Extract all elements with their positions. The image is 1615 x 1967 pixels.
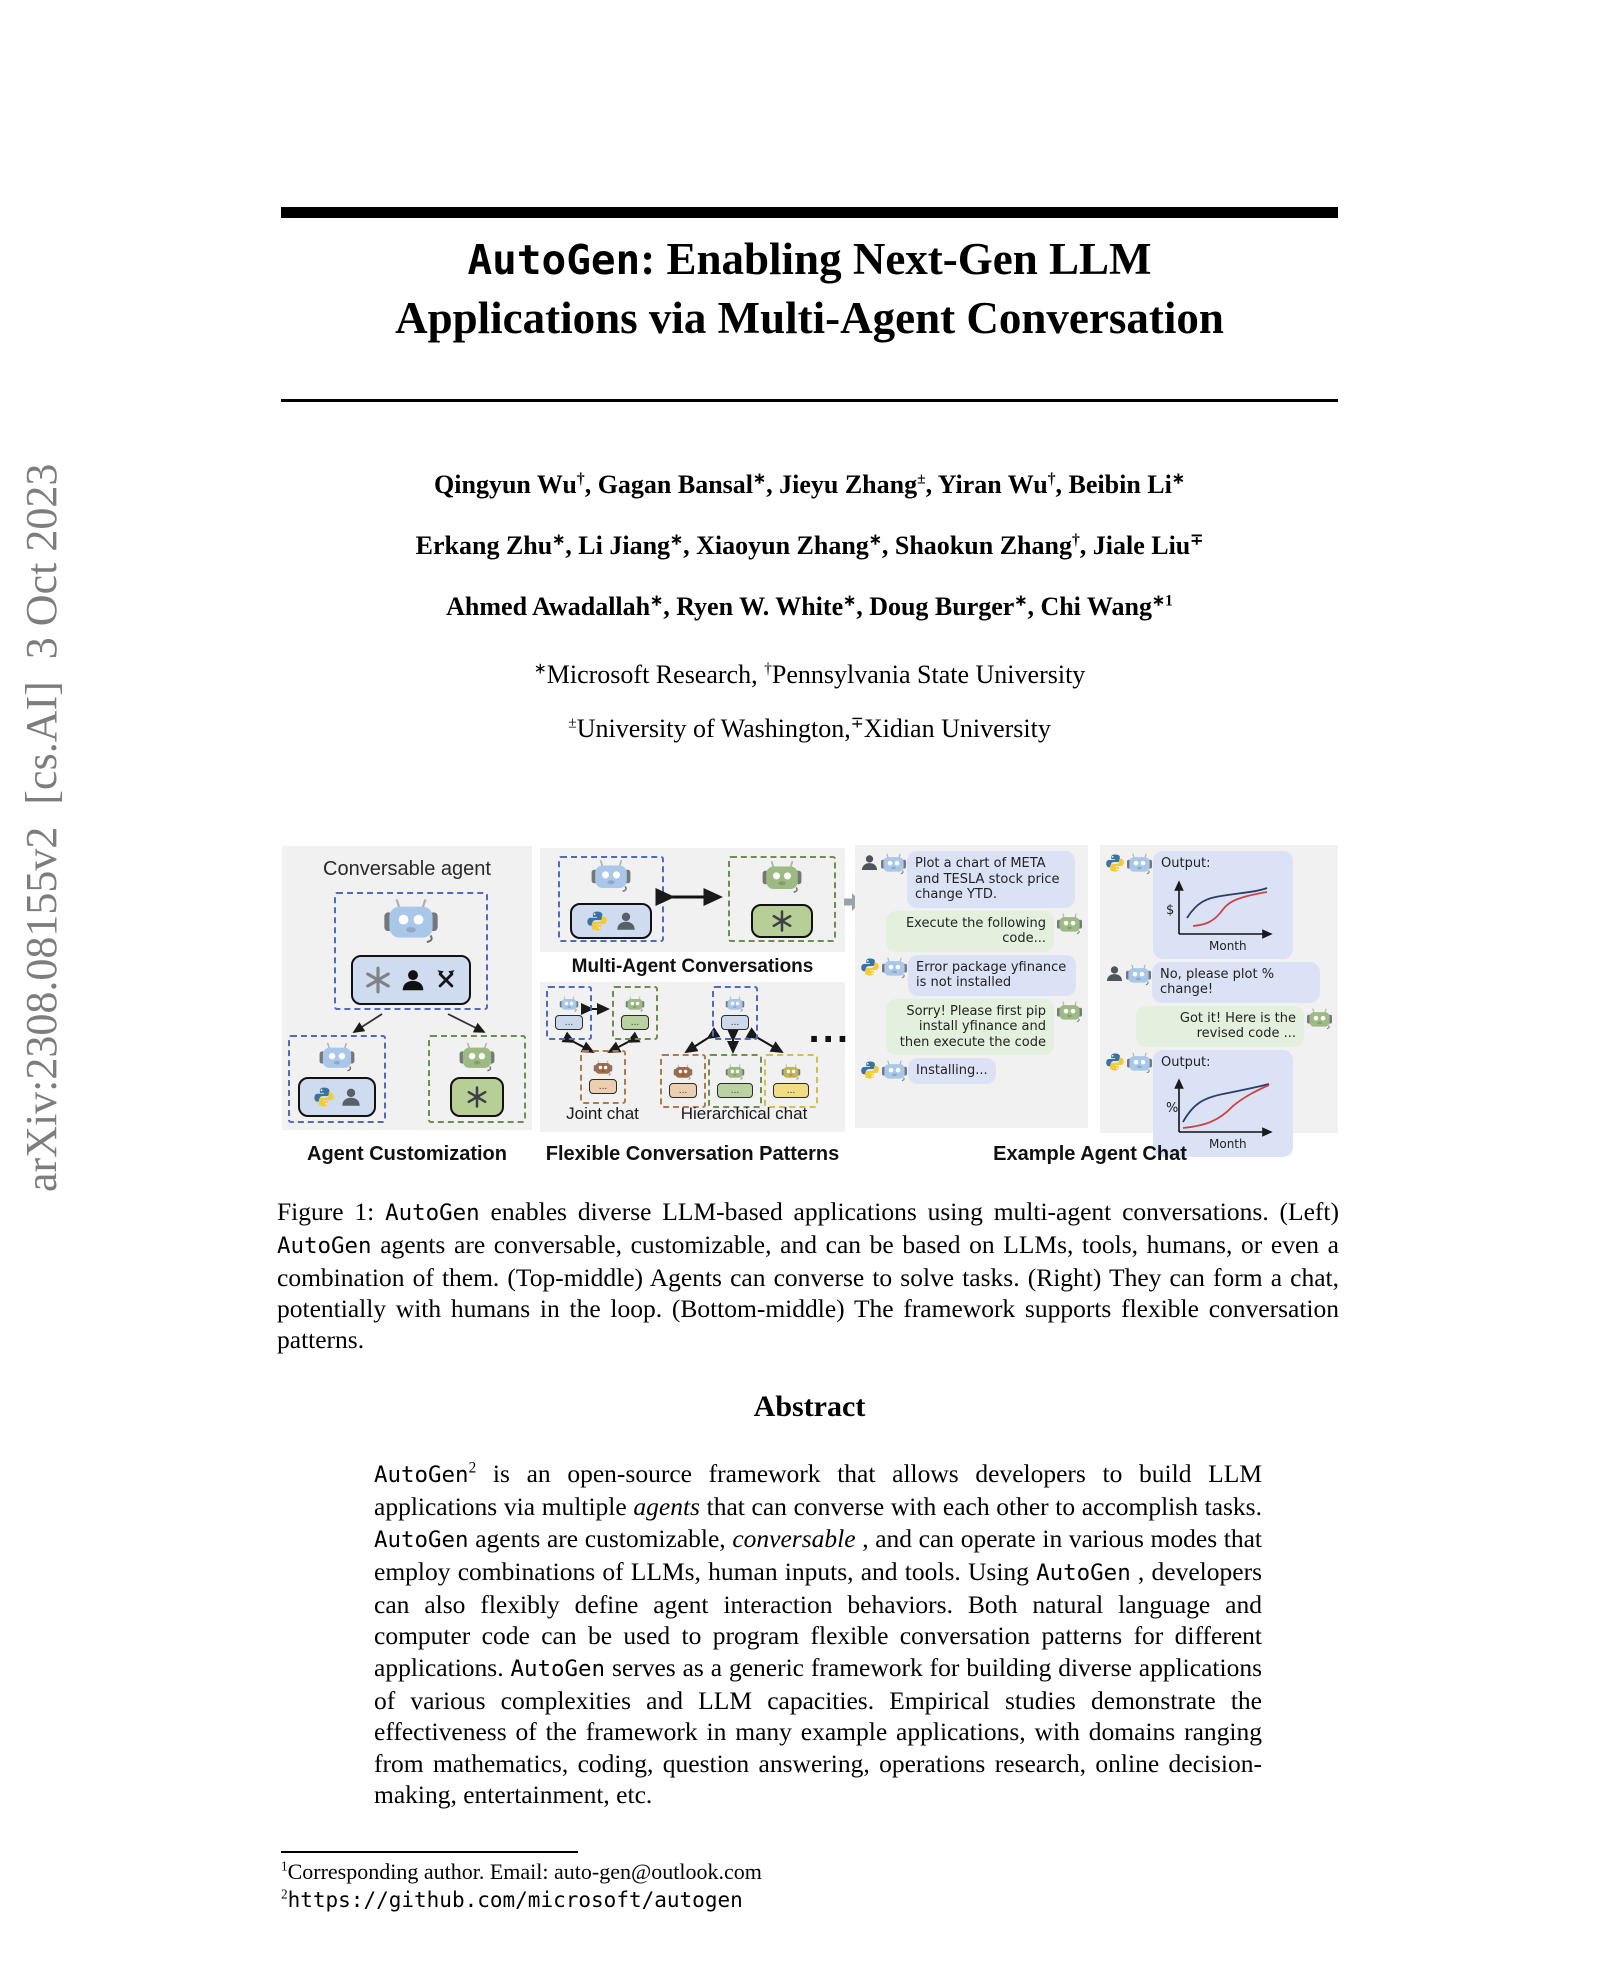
robot-green-icon	[1056, 1001, 1083, 1024]
chat-text: Output:	[1161, 856, 1211, 871]
robot-blue-icon	[318, 1042, 356, 1074]
chat-bubble	[908, 955, 1076, 996]
author-line-1: Qingyun Wu†, Gagan Bansal∗, Jieyu Zhang±, Yiran Wu†, Beibin Li∗	[434, 470, 1185, 499]
chat-bubble	[886, 999, 1054, 1056]
footnote-1: $^1$Corresponding author. Email: auto-gen@outlook.com	[281, 1858, 762, 1884]
title-rule-bottom	[281, 399, 1338, 402]
chat-text: Sorry! Please first pip install yfinance and then execute the code	[899, 1003, 1046, 1050]
mini-agent-box-brown	[660, 1054, 706, 1108]
chat-message	[860, 999, 1083, 1056]
robot-green-icon	[725, 1064, 745, 1081]
panel-example-chat-1	[855, 845, 1088, 1128]
chat-message	[1105, 851, 1333, 959]
affiliation-line-2: ±University of Washington,∓Xidian University	[568, 714, 1051, 743]
sender-icons	[860, 1060, 908, 1083]
custom-agent-green-box	[428, 1035, 526, 1123]
chart-xlabel: Month	[1209, 1137, 1247, 1151]
sender-icons	[1105, 1052, 1153, 1075]
robot-brown-icon	[673, 1064, 693, 1081]
agent-backend-chip	[298, 1077, 376, 1117]
mini-agent-box-blue	[712, 986, 758, 1040]
chat-text: Plot a chart of META and TESLA stock price change YTD.	[915, 856, 1060, 902]
mini-agent-box-blue	[546, 986, 592, 1040]
stock-chart	[1161, 1072, 1285, 1152]
robot-blue-icon	[725, 996, 745, 1013]
sender-icons	[1306, 1008, 1333, 1031]
robot-icon	[761, 860, 803, 901]
sender-icons	[860, 957, 908, 980]
robot-blue-icon	[559, 996, 579, 1013]
mini-agent-box-brown	[580, 1050, 626, 1104]
mini-agent-box-green	[708, 1054, 762, 1108]
title-line-2: Applications via Multi-Agent Conversation	[395, 293, 1224, 343]
author-line-2: Erkang Zhu∗, Li Jiang∗, Xiaoyun Zhang∗, Shaokun Zhang†, Jiale Liu∓	[415, 531, 1204, 560]
chat-bubble	[908, 1058, 996, 1084]
hierarchical-chat-label: Hierarchical chat	[680, 1104, 808, 1123]
multi-agent-conversations-label: Multi-Agent Conversations	[571, 956, 814, 977]
mini-chat-chip: ...	[555, 1015, 583, 1030]
robot-green-icon	[761, 860, 803, 896]
sender-icons	[1056, 913, 1083, 936]
robot-blue-icon	[881, 1060, 908, 1083]
sender-icons	[860, 853, 907, 876]
chat-message	[860, 955, 1083, 996]
chat-bubble	[1136, 1006, 1304, 1047]
python-icon	[313, 1086, 335, 1108]
robot-blue-icon	[1125, 964, 1152, 987]
chat-message	[860, 1058, 1083, 1084]
mini-chat-chip: ...	[773, 1083, 809, 1098]
openai-logo-icon	[465, 1085, 489, 1109]
mini-chat-chip: ...	[669, 1083, 697, 1098]
joint-chat-label: Joint chat	[566, 1104, 639, 1123]
agent-customization-caption: Agent Customization	[307, 1143, 507, 1165]
panel-example-chat-2	[1100, 845, 1338, 1151]
agent-green-box	[728, 856, 836, 942]
chat-text: Got it! Here is the revised code ...	[1179, 1010, 1296, 1041]
chat-bubble	[1152, 962, 1320, 1003]
chat-message	[1105, 1050, 1333, 1158]
chat-bubble	[1153, 851, 1293, 959]
sender-icons	[1105, 964, 1152, 987]
mini-chat-chip: ...	[621, 1015, 649, 1030]
chat-bubble	[907, 851, 1075, 908]
chart-xlabel: Month	[1209, 938, 1247, 953]
chat-message	[1105, 1006, 1333, 1047]
mini-agent-box-yellow	[764, 1054, 818, 1108]
mini-chat-chip: ...	[717, 1083, 753, 1098]
robot-green-icon	[625, 996, 645, 1013]
python-icon	[1105, 1052, 1125, 1072]
chat-message	[860, 851, 1083, 908]
robot-yellow-icon	[781, 1064, 801, 1081]
chat-bubble	[886, 911, 1054, 952]
robot-blue-icon	[880, 853, 907, 876]
panel-agent-customization	[282, 846, 532, 1130]
panel-conversation-patterns	[540, 982, 851, 1132]
mini-chat-chip: ...	[589, 1079, 617, 1094]
abstract-body: AutoGen$^2$ is an open-source framework that allows developers to build LLM applications via multiple agents that can converse with each other to accomplish tasks. AutoGen agents are customizable, conversable , and can operate in various modes that employ combinations of LLMs, human inputs, and tools. Using AutoGen , developers can also flexibly define agent interaction behaviors. Both natural language and computer code can be used to program flexible conversation patterns for different applications. AutoGen serves as a generic framework for building diverse applications of various complexities and LLM capacities. Empirical studies demonstrate the effectiveness of the framework in many example applications, with domains ranging from mathematics, coding, question answering, operations research, online decision-making, entertainment, etc.	[374, 1459, 1263, 1809]
arxiv-stamp: arXiv:2308.08155v2 [cs.AI] 3 Oct 2023	[17, 463, 66, 1192]
robot-green-icon	[1056, 913, 1083, 936]
flexible-patterns-caption: Flexible Conversation Patterns	[545, 1143, 840, 1165]
chat-bubble	[1153, 1050, 1293, 1158]
person-icon	[860, 853, 879, 872]
github-link[interactable]: https://github.com/microsoft/autogen	[287, 1888, 743, 1912]
robot-blue-icon	[1126, 1052, 1153, 1075]
robot-brown-icon	[593, 1060, 613, 1077]
chat-message	[860, 911, 1083, 952]
figure-caption: Figure 1: AutoGen enables diverse LLM-based applications using multi-agent conversations. (Left) AutoGen agents are conversable, customizable, and can be based on LLMs, tools, humans, or even a combination of them. (Top-middle) Agents can converse to solve tasks. (Right) They can form a chat, potentially with humans in the loop. (Bottom-middle) The framework supports flexible conversation patterns.	[277, 1197, 1339, 1354]
robot-blue-icon	[1126, 853, 1153, 876]
mini-agent-box-green	[612, 986, 658, 1040]
example-agent-chat-caption: Example Agent Chat	[993, 1143, 1187, 1165]
footnote-rule	[281, 1851, 578, 1853]
affiliation-line-1: ∗Microsoft Research, †Pennsylvania State University	[533, 660, 1086, 689]
more-patterns-ellipsis: ...	[808, 1012, 851, 1050]
title-line-1: AutoGen: Enabling Next-Gen LLM	[467, 234, 1152, 284]
author-line-3: Ahmed Awadallah∗, Ryen W. White∗, Doug Burger∗, Chi Wang$^{∗1}$	[446, 592, 1173, 621]
mini-chat-chip: ...	[721, 1015, 749, 1030]
chat-text: Output:	[1161, 1054, 1211, 1070]
chat-text: Installing...	[916, 1063, 988, 1078]
sender-icons	[1056, 1001, 1083, 1024]
custom-agent-blue-box	[288, 1035, 386, 1123]
paper-title	[281, 230, 1338, 347]
stock-chart	[1161, 874, 1285, 954]
sender-icons	[1105, 853, 1153, 876]
robot-blue-icon	[881, 957, 908, 980]
conversable-agent-label: Conversable agent	[323, 858, 491, 880]
openai-logo-icon	[770, 909, 794, 933]
footnote-2: $^2$https://github.com/microsoft/autogen	[281, 1886, 743, 1912]
python-icon	[860, 957, 880, 977]
robot-green-icon	[1306, 1008, 1333, 1031]
chat-text: Error package yfinance is not installed	[916, 959, 1067, 990]
panel-multi-agent-conversations	[540, 848, 845, 952]
title-rule-top	[281, 207, 1338, 218]
python-icon	[860, 1060, 880, 1080]
chat-text: No, please plot % change!	[1160, 966, 1275, 997]
chart-ylabel: $	[1166, 902, 1175, 918]
person-icon	[340, 1086, 362, 1108]
chat-text: Execute the following code...	[905, 915, 1046, 946]
abstract-heading: Abstract	[753, 1390, 866, 1423]
footnotes	[281, 1858, 1281, 1914]
chart-ylabel: %	[1166, 1101, 1179, 1116]
chat-message	[1105, 962, 1333, 1003]
robot-green-icon	[458, 1042, 496, 1074]
person-icon	[1105, 964, 1124, 983]
agent-backend-chip	[450, 1077, 504, 1117]
agent-backend-chip	[751, 904, 813, 938]
python-icon	[1105, 853, 1125, 873]
